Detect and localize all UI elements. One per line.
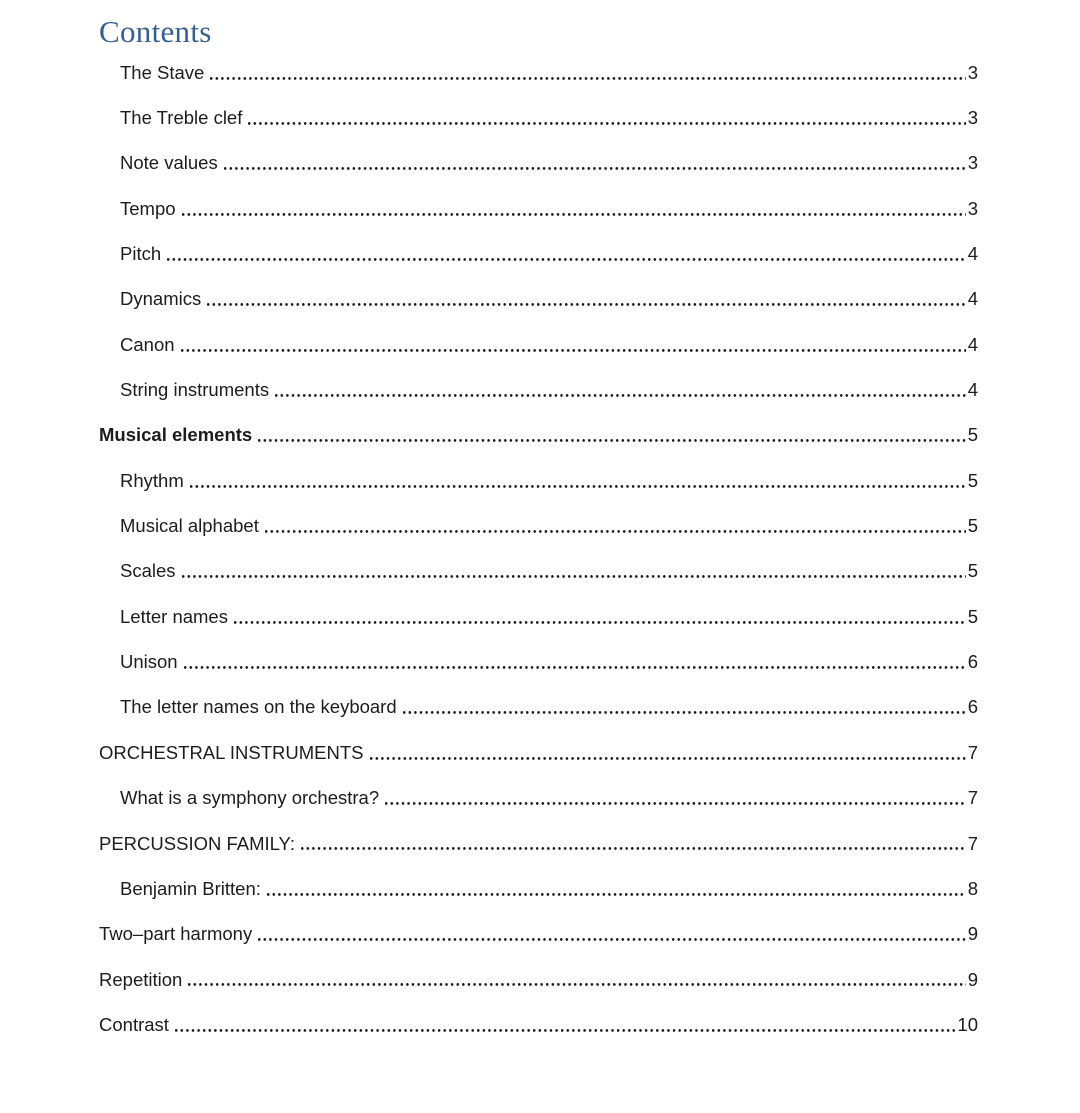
toc-heading: Contents [99, 14, 212, 49]
toc-entry[interactable] [99, 186, 978, 231]
toc-entry-title: Pitch [120, 243, 162, 265]
toc-entry-title: Musical alphabet [120, 515, 259, 537]
toc-entry[interactable] [99, 141, 978, 186]
toc-entry[interactable] [99, 50, 978, 95]
toc-page-number: 4 [967, 379, 978, 401]
toc-page-number: 7 [967, 832, 978, 854]
toc-entry[interactable] [99, 730, 978, 775]
toc-entry-title: The Treble clef [120, 107, 243, 129]
dot-leader [257, 413, 966, 458]
toc-page-number: 5 [967, 605, 978, 627]
toc-entry[interactable] [99, 322, 978, 367]
toc-entry-title: Benjamin Britten: [120, 877, 261, 899]
dot-leader [369, 730, 966, 775]
toc-entry-title: ORCHESTRAL INSTRUMENTS [99, 741, 364, 763]
toc-entry-title: Rhythm [120, 469, 184, 491]
toc-entry-title: Repetition [99, 968, 183, 990]
dot-leader [206, 277, 965, 322]
toc-entry[interactable] [99, 821, 978, 866]
toc-entry-title: Letter names [120, 605, 228, 627]
dot-leader [257, 912, 965, 957]
toc-page-number: 9 [967, 968, 978, 990]
toc-page-number: 5 [967, 424, 978, 446]
toc-entry-title: Tempo [120, 197, 176, 219]
toc-page-number: 5 [967, 515, 978, 537]
toc-entry[interactable] [99, 866, 978, 911]
toc-page-number: 7 [967, 787, 978, 809]
dot-leader [181, 186, 966, 231]
toc-entry[interactable] [99, 912, 978, 957]
toc-entry-title: The letter names on the keyboard [120, 696, 397, 718]
toc-page-number: 4 [967, 288, 978, 310]
dot-leader [300, 821, 966, 866]
toc-page-number: 5 [967, 560, 978, 582]
toc-entry-title: Canon [120, 333, 175, 355]
toc-entry[interactable] [99, 549, 978, 594]
toc-page-number: 3 [967, 107, 978, 129]
toc-page-number: 6 [967, 651, 978, 673]
toc-entry[interactable] [99, 413, 978, 458]
dot-leader [266, 866, 966, 911]
toc-entry-title: The Stave [120, 61, 205, 83]
toc-page-number: 10 [957, 1013, 978, 1035]
toc-entry[interactable] [99, 458, 978, 503]
toc-page-number: 9 [967, 923, 978, 945]
dot-leader [174, 1002, 956, 1047]
toc-entry[interactable] [99, 639, 978, 684]
toc-entry[interactable] [99, 594, 978, 639]
toc-page-number: 3 [967, 152, 978, 174]
toc-entry-title: PERCUSSION FAMILY: [99, 832, 296, 854]
dot-leader [181, 549, 966, 594]
toc-entry-title: What is a symphony orchestra? [120, 787, 380, 809]
toc-entry[interactable] [99, 231, 978, 276]
dot-leader [384, 776, 966, 821]
dot-leader [189, 458, 966, 503]
dot-leader [274, 367, 966, 412]
toc-entry-title: String instruments [120, 379, 270, 401]
dot-leader [209, 50, 965, 95]
toc-entry-title: Contrast [99, 1013, 169, 1035]
toc-page-number: 4 [967, 243, 978, 265]
dot-leader [166, 231, 966, 276]
toc-entry-title: Unison [120, 651, 178, 673]
toc-entry[interactable] [99, 1002, 978, 1047]
toc-entry[interactable] [99, 367, 978, 412]
dot-leader [187, 957, 965, 1002]
toc-entry[interactable] [99, 95, 978, 140]
dot-leader [233, 594, 966, 639]
toc-entry[interactable] [99, 685, 978, 730]
dot-leader [264, 503, 966, 548]
toc-entry[interactable] [99, 957, 978, 1002]
toc-entry-title: Two–part harmony [99, 923, 253, 945]
dot-leader [183, 639, 966, 684]
dot-leader [247, 95, 965, 140]
toc-page-number: 3 [967, 197, 978, 219]
dot-leader [223, 141, 966, 186]
toc-entry[interactable] [99, 277, 978, 322]
toc-list [99, 50, 978, 1048]
toc-page-number: 8 [967, 877, 978, 899]
toc-page-number: 6 [967, 696, 978, 718]
toc-page-number: 4 [967, 333, 978, 355]
toc-page-number: 5 [967, 469, 978, 491]
toc-entry[interactable] [99, 776, 978, 821]
toc-entry-title: Note values [120, 152, 218, 174]
toc-entry[interactable] [99, 503, 978, 548]
toc-entry-title: Scales [120, 560, 176, 582]
toc-entry-title: Musical elements [99, 424, 253, 446]
dot-leader [402, 685, 966, 730]
toc-page-number: 3 [967, 61, 978, 83]
toc-entry-title: Dynamics [120, 288, 202, 310]
dot-leader [180, 322, 966, 367]
toc-page-number: 7 [967, 741, 978, 763]
